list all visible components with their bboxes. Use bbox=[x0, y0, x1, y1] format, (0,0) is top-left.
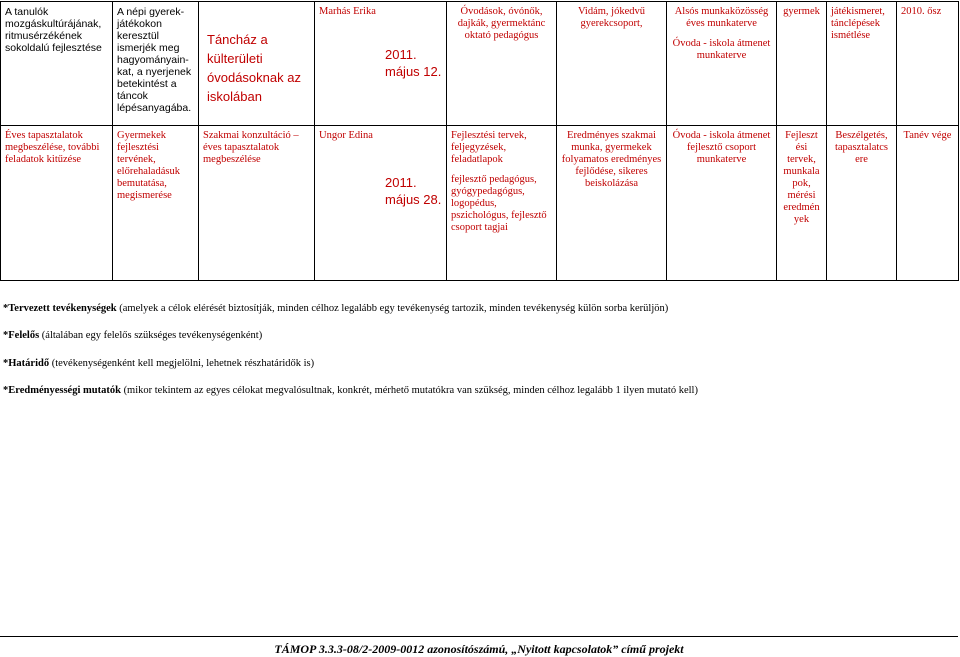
time-cell bbox=[897, 126, 959, 281]
indicator-cell bbox=[557, 2, 667, 126]
note-description: (amelyek a célok elérését biztosítják, minden célhoz legalább egy tevékenység tartozik, minden tevékenység külön sorba kerüljön) bbox=[116, 303, 669, 314]
participants-cell bbox=[447, 126, 557, 281]
goal-cell bbox=[1, 126, 113, 281]
deadline-text: 2011. május 12. bbox=[385, 47, 442, 79]
indicator-text: Eredményes szakmai munka, gyermekek folyamatos eredményes fejlődése, sikeres beiskolázása bbox=[561, 130, 662, 189]
note-deadline bbox=[3, 358, 314, 369]
note-term: *Eredményességi mutatók bbox=[3, 385, 121, 396]
subgoal-cell bbox=[113, 2, 199, 126]
method-cell bbox=[827, 126, 897, 281]
note-responsible bbox=[3, 330, 262, 341]
subgoal-text: Gyermekek fejlesztési tervének, előrehaladásuk bemutatása, megismerése bbox=[117, 130, 180, 201]
note-planned-activities bbox=[3, 303, 668, 314]
target-group-cell bbox=[777, 126, 827, 281]
activity-cell bbox=[199, 126, 315, 281]
footer-project-line: TÁMOP 3.3.3-08/2-2009-0012 azonosítószámú, „Nyitott kapcsolatok” című projekt bbox=[274, 642, 684, 656]
subgoal-text: A népi gyerek-játékokon keresztül ismerjék meg hagyományain-kat, a nyerjenek betekintést a táncok lépésanyagába. bbox=[117, 6, 192, 114]
goal-cell bbox=[1, 2, 113, 126]
document-text-b: Óvoda - iskola átmenet munkaterve bbox=[672, 38, 771, 61]
responsible-deadline-cell bbox=[315, 126, 447, 281]
goal-text: Éves tapasztalatok megbeszélése, további feladatok kitűzése bbox=[5, 130, 100, 165]
note-description: (általában egy felelős szükséges tevékenységenként) bbox=[39, 330, 263, 341]
note-indicators bbox=[3, 385, 698, 396]
method-text: Beszélgetés, tapasztalatcs ere bbox=[834, 130, 889, 165]
target-group-text: gyermek bbox=[783, 6, 820, 17]
participants-text: Óvodások, óvónők, dajkák, gyermektánc oktató pedagógus bbox=[457, 6, 546, 41]
table-row bbox=[1, 126, 959, 281]
note-description: (tevékenységenként kell megjelölni, lehetnek részhatáridők is) bbox=[49, 358, 315, 369]
indicator-text: Vidám, jókedvű gyerekcsoport, bbox=[577, 6, 646, 29]
document-cell bbox=[667, 126, 777, 281]
indicator-cell bbox=[557, 126, 667, 281]
time-cell bbox=[897, 2, 959, 126]
activity-text: Szakmai konzultáció – éves tapasztalatok megbeszélése bbox=[203, 130, 299, 165]
target-group-cell bbox=[777, 2, 827, 126]
method-text: játékismeret, tánclépések ismétlése bbox=[831, 6, 885, 41]
method-cell bbox=[827, 2, 897, 126]
time-text: 2010. ősz bbox=[901, 6, 942, 17]
subgoal-cell bbox=[113, 126, 199, 281]
note-term: *Határidő bbox=[3, 358, 50, 369]
note-term: *Tervezett tevékenységek bbox=[3, 303, 117, 314]
document-text: Óvoda - iskola átmenet fejlesztő csoport munkaterve bbox=[672, 130, 771, 165]
activity-text: Táncház a külterületi óvodásoknak az iskolában bbox=[207, 32, 301, 104]
note-term: *Felelős bbox=[3, 330, 40, 341]
participants-cell bbox=[447, 2, 557, 126]
deadline-text: 2011. május 28. bbox=[385, 175, 442, 207]
goal-text: A tanulók mozgáskultúrájának, ritmusérzékének sokoldalú fejlesztése bbox=[5, 6, 102, 54]
time-text: Tanév vége bbox=[903, 130, 952, 141]
target-group-text: Fejleszt ési tervek, munkala pok, mérési eredmén yek bbox=[783, 130, 820, 225]
plan-table bbox=[0, 1, 959, 281]
document-text-a: Alsós munkaközösség éves munkaterve bbox=[674, 6, 769, 29]
table-row bbox=[1, 2, 959, 126]
participants-text-b: fejlesztő pedagógus, gyógypedagógus, logopédus, pszichológus, fejlesztő csoport tagjai bbox=[451, 174, 547, 233]
responsible-text: Ungor Edina bbox=[319, 130, 373, 141]
responsible-text: Marhás Erika bbox=[319, 6, 376, 17]
note-description: (mikor tekintem az egyes célokat megvalósultnak, konkrét, mérhető mutatókra van szükség, minden célhoz legalább 1 ilyen mutató kell) bbox=[120, 385, 698, 396]
document-cell bbox=[667, 2, 777, 126]
activity-cell bbox=[199, 2, 315, 126]
responsible-deadline-cell bbox=[315, 2, 447, 126]
footer-divider bbox=[0, 636, 958, 637]
participants-text-a: Fejlesztési tervek, feljegyzések, feladatlapok bbox=[451, 130, 527, 165]
